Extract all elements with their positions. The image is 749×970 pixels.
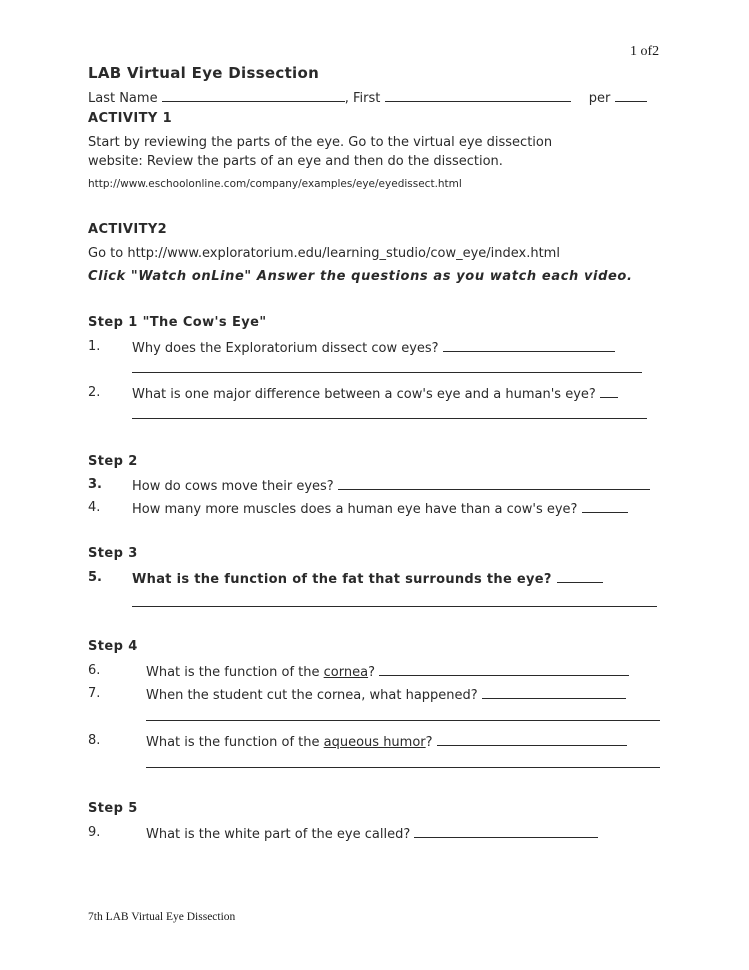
answer-7-blank[interactable]: [482, 686, 626, 699]
question-2: [132, 385, 618, 402]
activity2-text-line1: Go to http://www.exploratorium.edu/learning_studio/cow_eye/index.html: [88, 246, 560, 261]
question-6-text: What is the function of the: [146, 665, 324, 680]
step1-heading: Step 1 "The Cow's Eye": [88, 315, 267, 330]
question-1-text: Why does the Exploratorium dissect cow eyes?: [132, 341, 439, 356]
question-number-5: 5.: [88, 570, 102, 585]
question-5: [132, 570, 603, 587]
question-8: What is the function of the aqueous humor?: [146, 733, 627, 750]
question-2-text: What is one major difference between a cow's eye and a human's eye?: [132, 387, 596, 402]
first-name-label: First: [353, 91, 381, 106]
page-number: 1 of2: [630, 44, 660, 59]
step4-heading: Step 4: [88, 639, 138, 654]
answer-5-line[interactable]: [132, 606, 657, 607]
activity1-text-line1: Start by reviewing the parts of the eye. Go to the virtual eye dissection: [88, 135, 553, 150]
name-line: Last Name , First per: [88, 89, 647, 106]
answer-2-blank[interactable]: [600, 385, 618, 398]
answer-3-blank[interactable]: [338, 477, 650, 490]
answer-1-blank[interactable]: [443, 339, 615, 352]
question-number-7: 7.: [88, 686, 101, 701]
answer-5-blank[interactable]: [557, 570, 603, 583]
answer-4-blank[interactable]: [582, 500, 628, 513]
question-3-text: How do cows move their eyes?: [132, 479, 334, 494]
question-9: [146, 825, 598, 842]
answer-1-line[interactable]: [132, 372, 642, 373]
question-5-text: What is the function of the fat that surrounds the eye?: [132, 572, 552, 587]
question-number-4: 4.: [88, 500, 101, 515]
question-number-8: 8.: [88, 733, 101, 748]
step5-heading: Step 5: [88, 801, 138, 816]
answer-2-line[interactable]: [132, 418, 647, 419]
activity1-heading: ACTIVITY 1: [88, 111, 173, 126]
answer-6-blank[interactable]: [379, 663, 629, 676]
question-number-9: 9.: [88, 825, 101, 840]
question-number-1: 1.: [88, 339, 101, 354]
activity2-instructions: Click "Watch onLine" Answer the questions as you watch each video.: [88, 269, 633, 284]
period-label: per: [588, 91, 611, 106]
question-3: [132, 477, 650, 494]
answer-8-blank[interactable]: [437, 733, 627, 746]
page-title: LAB Virtual Eye Dissection: [88, 64, 320, 82]
question-9-text: What is the white part of the eye called?: [146, 827, 411, 842]
last-name-label: Last Name: [88, 91, 158, 106]
first-name-field[interactable]: [385, 89, 571, 102]
question-8-text: What is the function of the: [146, 735, 324, 750]
answer-7-line[interactable]: [146, 720, 660, 721]
step3-heading: Step 3: [88, 546, 138, 561]
question-6-term: cornea: [323, 665, 369, 680]
answer-8-line[interactable]: [146, 767, 660, 768]
question-7: [146, 686, 626, 703]
last-name-field[interactable]: [162, 89, 345, 102]
question-number-2: 2.: [88, 385, 101, 400]
question-6: What is the function of the cornea?: [146, 663, 629, 680]
question-number-3: 3.: [88, 477, 102, 492]
step2-heading: Step 2: [88, 454, 138, 469]
footer-text: 7th LAB Virtual Eye Dissection: [88, 911, 236, 923]
activity1-text-line2: website: Review the parts of an eye and then do the dissection.: [88, 154, 503, 169]
activity1-url: http://www.eschoolonline.com/company/examples/eye/eyedissect.html: [88, 178, 462, 190]
question-4-text: How many more muscles does a human eye have than a cow's eye?: [132, 502, 578, 517]
activity2-heading: ACTIVITY2: [88, 222, 168, 237]
question-number-6: 6.: [88, 663, 101, 678]
period-field[interactable]: [615, 89, 647, 102]
answer-9-blank[interactable]: [414, 825, 598, 838]
question-4: [132, 500, 628, 517]
question-1: [132, 339, 615, 356]
question-7-text: When the student cut the cornea, what happened?: [146, 688, 478, 703]
question-8-term: aqueous humor: [323, 735, 426, 750]
